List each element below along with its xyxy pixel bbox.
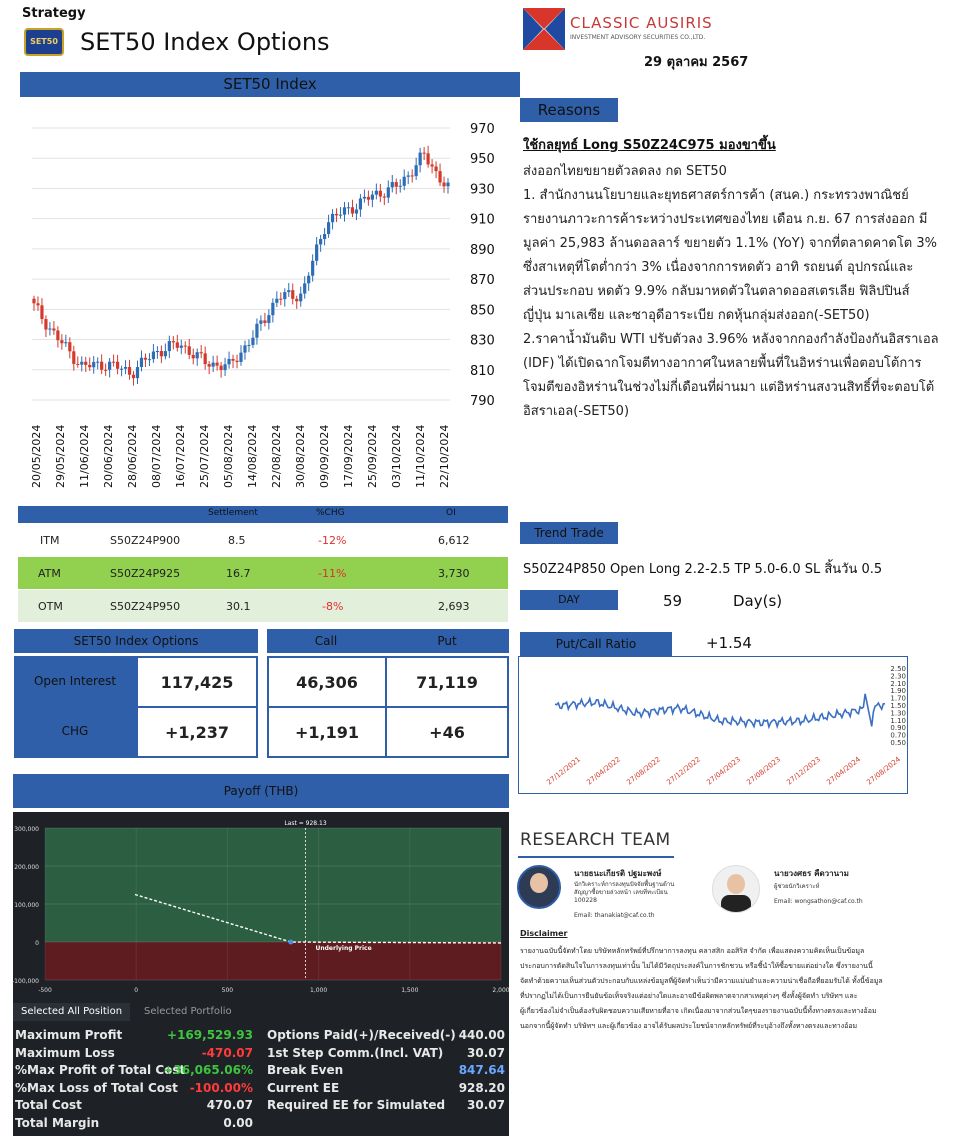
x-tick-label: 14/08/2024	[246, 424, 259, 488]
analyst2-avatar-face	[727, 874, 745, 894]
research-divider	[518, 856, 674, 858]
candle-body	[423, 153, 426, 154]
stat-label: Maximum Profit	[15, 1028, 123, 1042]
candle-body	[319, 239, 322, 244]
payoff-y-tick: 200,000	[14, 864, 39, 871]
index-chart	[20, 110, 515, 490]
candle-body	[156, 351, 159, 352]
trend-trade-text: S50Z24P850 Open Long 2.2-2.5 TP 5.0-6.0 SL สิ้นวัน 0.5	[523, 562, 883, 577]
y-tick-label: 890	[470, 242, 495, 258]
table-row	[18, 524, 508, 556]
candle-body	[391, 182, 394, 187]
candle-body	[271, 303, 274, 315]
candle-body	[359, 199, 362, 210]
index-chart-title: SET50 Index	[20, 72, 520, 97]
candle-body	[208, 364, 211, 367]
candle-body	[108, 362, 111, 370]
header-settlement: Settlement	[208, 508, 258, 518]
y-tick-label: 910	[470, 212, 495, 228]
trend-trade-label: Trend Trade	[520, 522, 618, 544]
candle-body	[315, 244, 318, 260]
candle-body	[415, 165, 418, 176]
candle-body	[403, 177, 406, 186]
header-chg: %CHG	[316, 508, 345, 518]
reason-line: ญี่ปุ่น มาเลเซีย และซาอุดีอาระเบีย กดหุ้นกลุ่มส่งออก(-SET50)	[523, 308, 870, 323]
candle-body	[430, 164, 433, 166]
x-tick-label: 09/09/2024	[318, 424, 331, 488]
chg-total-cell	[136, 706, 258, 758]
reason-line: ส่วนประกอบ หดตัว 9.9% กลับมาหดตัวในตลาดออสเตรเลีย ฟิลิปปินส์	[523, 284, 910, 299]
row-oi: 3,730	[438, 567, 470, 580]
x-tick-label: 25/09/2024	[366, 424, 379, 488]
stat-label: 1st Step Comm.(Incl. VAT)	[267, 1045, 444, 1060]
stat-value: 0.00	[223, 1116, 253, 1130]
pcr-x-tick: 27/12/2023	[785, 755, 823, 787]
stat-label: Total Cost	[15, 1098, 82, 1113]
disclaimer-line: ที่ปรากฏไม่ได้เป็นการยืนยันข้อเท็จจริงแต่อย่างใดและอาจมีข้อผิดพลาดจากสาเหตุต่างๆ ซึ่งทั้งผู้จัดทำ บริษัทฯ และ	[520, 992, 858, 1000]
candle-body	[124, 367, 127, 369]
candle-body	[442, 183, 445, 187]
candle-body	[283, 292, 286, 299]
pcr-series-line	[555, 694, 885, 727]
x-tick-label: 11/06/2024	[78, 424, 91, 488]
analyst1-avatar-face	[530, 873, 548, 893]
row-oi: 6,612	[438, 534, 470, 547]
reason-line: ส่งออกไทยขยายตัวลดลง กด SET50	[523, 164, 727, 179]
candle-body	[76, 364, 79, 365]
candle-body	[387, 187, 390, 197]
reason-line: อิสราเอล(-SET50)	[523, 404, 630, 419]
brand-subtitle: INVESTMENT ADVISORY SECURITIES CO.,LTD.	[570, 34, 706, 41]
y-tick-label: 810	[470, 363, 495, 379]
candle-body	[299, 294, 302, 302]
stat-value: 30.07	[467, 1098, 505, 1113]
candle-body	[36, 303, 39, 305]
candle-body	[140, 358, 143, 367]
row-series: S50Z24P950	[110, 600, 181, 613]
candle-body	[164, 351, 167, 356]
pcr-y-tick: 2.10	[890, 679, 906, 688]
payoff-title: Payoff (THB)	[223, 784, 299, 798]
y-tick-label: 850	[470, 303, 495, 319]
oi-put-cell	[385, 656, 509, 708]
reason-line: มูลค่า 25,983 ล้านดอลลาร์ ขยายตัว 1.1% (YoY) จากที่ตลาดคาดโต 3%	[523, 236, 938, 251]
candle-body	[56, 330, 59, 340]
x-tick-label: 20/06/2024	[102, 424, 115, 488]
candle-body	[112, 362, 115, 363]
summary-title: SET50 Index Options	[14, 629, 258, 653]
candle-body	[379, 191, 382, 197]
x-tick-label: 29/05/2024	[54, 424, 67, 488]
candle-body	[251, 338, 254, 345]
candle-body	[96, 362, 99, 363]
break-even-dot	[288, 940, 293, 945]
candle-body	[255, 324, 258, 338]
candle-body	[231, 359, 234, 361]
candle-body	[168, 341, 171, 351]
analyst1-avatar	[517, 865, 561, 909]
candle-body	[120, 369, 123, 370]
y-tick-label: 970	[470, 122, 495, 137]
candle-body	[367, 197, 370, 200]
stat-label: Options Paid(+)/Received(-)	[267, 1028, 456, 1042]
candle-body	[335, 214, 338, 215]
brand-logo-icon	[523, 8, 565, 50]
payoff-x-tick: 1,500	[401, 987, 419, 994]
pcr-y-tick: 0.50	[890, 739, 906, 747]
candle-body	[64, 342, 67, 343]
pcr-y-tick: 0.90	[890, 724, 906, 733]
disclaimer-line: ผู้เกี่ยวข้องไม่จำเป็นต้องรับผิดชอบความเสียหายที่อาจ เกิดเนื่องมาจากส่วนใดๆของรายงานฉบับนี้ทั้งทางตรงและทางอ้อม	[520, 1007, 877, 1015]
reason-line: โจมตีของอิหร่านในช่วงไม่กี่เดือนที่ผ่านมา แต่อิหร่านสงวนสิทธิ์ที่จะตอบโต้	[523, 380, 935, 395]
candle-body	[339, 215, 342, 216]
row-moneyness: ITM	[40, 534, 60, 547]
candle-body	[72, 351, 75, 364]
candle-body	[243, 345, 246, 352]
pcr-y-tick: 0.70	[890, 731, 906, 740]
row-oi: 2,693	[438, 600, 470, 613]
x-tick-label: 22/08/2024	[270, 424, 283, 488]
payoff-chart	[13, 812, 509, 1002]
candle-body	[132, 375, 135, 378]
payoff-x-tick: 0	[134, 987, 139, 994]
stat-value: +169,529.93	[167, 1028, 253, 1042]
y-tick-label: 950	[470, 152, 495, 168]
set50-logo	[24, 28, 64, 56]
stat-label: Break Even	[267, 1063, 344, 1078]
x-tick-label: 20/05/2024	[30, 424, 43, 488]
payoff-y-tick: -100,000	[13, 978, 39, 985]
pcr-x-tick: 27/08/2022	[625, 755, 663, 787]
candle-body	[239, 353, 242, 362]
row-series: S50Z24P925	[110, 567, 181, 580]
candle-body	[419, 153, 422, 166]
stat-label: Total Margin	[15, 1116, 100, 1130]
candle-body	[383, 197, 386, 198]
candle-body	[204, 353, 207, 364]
payoff-y-tick: 100,000	[14, 902, 39, 909]
candle-body	[434, 166, 437, 171]
pcr-y-tick: 2.30	[890, 672, 906, 681]
stat-label: Current EE	[267, 1080, 340, 1095]
brand-logo	[523, 8, 565, 50]
candle-body	[311, 261, 314, 276]
candle-body	[295, 299, 298, 301]
analyst2-avatar	[712, 865, 760, 913]
analyst2-name: นายวงศธร คืดวานาม	[774, 869, 849, 878]
x-tick-label: 05/08/2024	[222, 424, 235, 488]
y-tick-label: 790	[470, 394, 495, 409]
candle-body	[184, 346, 187, 347]
analyst1-name: นายธนะเกียรติ ปฐมะพงษ์	[574, 869, 662, 878]
x-tick-label: 03/10/2024	[390, 424, 403, 488]
y-tick-label: 930	[470, 182, 495, 198]
row-settlement: 16.7	[226, 567, 251, 580]
candle-body	[148, 359, 151, 360]
pcr-x-tick: 27/04/2023	[705, 755, 743, 787]
table-row	[18, 557, 508, 589]
stat-value: +36,065.06%	[163, 1063, 253, 1078]
payoff-x-tick: 2,000	[492, 987, 509, 994]
candle-body	[407, 175, 410, 176]
day-value: 59	[663, 592, 683, 610]
pcr-chart	[519, 657, 907, 793]
candle-body	[259, 320, 262, 323]
analyst2-email: Email: wongsathon@caf.co.th	[774, 898, 863, 905]
candle-body	[427, 153, 430, 164]
oi-total-cell	[136, 656, 258, 708]
research-team-heading: RESEARCH TEAM	[520, 830, 671, 850]
candle-body	[347, 207, 350, 208]
header-oi: OI	[446, 508, 456, 518]
chg-label-cell	[14, 706, 136, 758]
candle-body	[343, 207, 346, 214]
pcr-y-tick: 1.70	[890, 694, 906, 703]
x-tick-label: 16/07/2024	[174, 424, 187, 488]
chg-call-cell	[267, 706, 387, 758]
analyst2-role: ผู้ช่วยนักวิเคราะห์	[774, 883, 820, 890]
candle-body	[371, 195, 374, 200]
pcr-x-tick: 27/12/2022	[665, 755, 703, 787]
row-moneyness: ATM	[38, 567, 61, 580]
candle-body	[172, 341, 175, 342]
row-chg: -12%	[318, 534, 347, 547]
disclaimer-title: Disclaimer	[520, 929, 568, 938]
candle-body	[291, 290, 294, 299]
payoff-y-tick: 0	[35, 940, 39, 947]
disclaimer-line: ประกอบการตัดสินใจในการลงทุนเท่านั้น ไม่ได้มีวัตถุประสงค์ในการชักชวน หรือชี้นำให้ซื้อขายแต่อย่างใด ซึ่งรายงานนี้	[520, 962, 873, 970]
stat-value: 30.07	[467, 1045, 505, 1060]
pcr-y-tick: 1.50	[890, 702, 906, 710]
x-tick-label: 11/10/2024	[414, 424, 427, 488]
chg-label: CHG	[61, 724, 89, 738]
x-tick-label: 22/10/2024	[438, 424, 451, 488]
candle-body	[200, 352, 203, 353]
pcr-y-tick: 1.10	[890, 716, 906, 725]
reason-line: ซึ่งสาเหตุที่โตต่ำกว่า 3% เนื่องจากการหดตัว อาทิ รถยนต์ อุปกรณ์และ	[523, 260, 914, 275]
candle-body	[144, 358, 147, 360]
reason-line: 2.ราคาน้ำมันดิบ WTI ปรับตัวลง 3.96% หลังจากกองกำลังป้องกันอิสราเอล	[523, 332, 939, 347]
stat-value: -470.07	[201, 1045, 253, 1060]
candle-body	[395, 182, 398, 187]
candle-body	[176, 342, 179, 347]
payoff-x-tick: -500	[38, 987, 52, 994]
pcr-x-tick: 27/12/2021	[545, 755, 583, 787]
call-header: Call	[267, 629, 385, 653]
candle-body	[307, 276, 310, 284]
chg-call: +1,191	[294, 722, 359, 742]
candle-body	[275, 299, 278, 303]
payoff-y-tick: 300,000	[14, 826, 39, 833]
row-chg: -8%	[322, 600, 344, 613]
chg-total: +1,237	[164, 722, 229, 742]
candle-body	[136, 367, 139, 378]
candle-body	[399, 186, 402, 187]
day-unit: Day(s)	[733, 592, 783, 610]
loss-zone	[45, 942, 501, 980]
candle-body	[223, 364, 226, 370]
oi-put: 71,119	[416, 672, 478, 692]
x-tick-label: 28/06/2024	[126, 424, 139, 488]
day-label: DAY	[520, 590, 618, 610]
set50-logo-text: SET50	[30, 37, 58, 46]
pcr-chart-frame	[518, 656, 908, 794]
payoff-x-tick: 1,000	[310, 987, 328, 994]
tab-selected-all-position[interactable]: Selected All Position	[13, 1003, 130, 1021]
candle-body	[363, 197, 366, 199]
underlying-price-label: Underlying Price	[315, 945, 372, 952]
stat-value: 440.00	[458, 1028, 505, 1042]
candle-body	[104, 370, 107, 371]
candle-body	[375, 191, 378, 195]
disclaimer-line: จัดทำด้วยความเห็นส่วนตัวประกอบกับแหล่งข้อมูลที่ผู้จัดทำเห็นว่ามีความแม่นยำและความน่าเชื่อถือที่ยอมรับได้ ทั้งนี้ข้อมูล	[520, 977, 883, 985]
candle-body	[180, 346, 183, 348]
oi-label: Open Interest	[33, 674, 117, 688]
candle-body	[160, 351, 163, 356]
analyst1-email: Email: thanakiat@caf.co.th	[574, 912, 655, 919]
category-label: Strategy	[22, 6, 86, 21]
candle-body	[279, 299, 282, 300]
candle-body	[128, 367, 131, 375]
pcr-x-tick: 27/08/2024	[865, 755, 903, 787]
candle-body	[219, 366, 222, 370]
candle-body	[84, 362, 87, 365]
candle-body	[32, 299, 35, 304]
analyst2-avatar-body	[721, 895, 751, 913]
oi-label-cell	[14, 656, 136, 706]
oi-total: 117,425	[160, 672, 234, 692]
pcr-x-tick: 27/04/2024	[825, 755, 863, 787]
chg-put: +46	[429, 722, 465, 742]
x-tick-label: 25/07/2024	[198, 424, 211, 488]
x-tick-label: 30/08/2024	[294, 424, 307, 488]
candle-body	[80, 362, 83, 365]
candle-body	[88, 365, 91, 367]
y-tick-label: 870	[470, 273, 495, 289]
reason-line: 1. สำนักงานนโยบายและยุทธศาสตร์การค้า (สนค.) กระทรวงพาณิชย์	[523, 188, 909, 203]
candle-body	[192, 355, 195, 358]
candle-body	[351, 207, 354, 213]
candle-body	[287, 290, 290, 292]
pcr-y-tick: 1.30	[890, 709, 906, 718]
stat-label: Required EE for Simulated	[267, 1098, 446, 1113]
disclaimer-line: รายงานฉบับนี้จัดทำโดย บริษัทหลักทรัพย์ที่ปรึกษาการลงทุน คลาสสิก ออสิริส จำกัด เพื่อแสดงความคิดเห็นเป็นข้อมูล	[520, 947, 865, 955]
candle-body	[116, 362, 119, 369]
pcr-label: Put/Call Ratio	[520, 632, 672, 656]
put-header: Put	[385, 629, 509, 653]
x-tick-label: 17/09/2024	[342, 424, 355, 488]
pcr-x-tick: 27/04/2022	[585, 755, 623, 787]
brand-name: CLASSIC AUSIRIS	[570, 14, 713, 32]
payoff-x-tick: 500	[221, 987, 234, 994]
candle-body	[327, 222, 330, 234]
stat-label: Maximum Loss	[15, 1045, 115, 1060]
candle-body	[188, 346, 191, 355]
candle-body	[438, 171, 441, 182]
pcr-y-tick: 1.90	[890, 687, 906, 696]
tab-selected-portfolio[interactable]: Selected Portfolio	[144, 1006, 232, 1017]
pcr-x-tick: 27/08/2023	[745, 755, 783, 787]
candle-body	[303, 283, 306, 293]
candle-body	[60, 340, 63, 343]
oi-call-cell	[267, 656, 387, 708]
reason-line: รายงานภาวะการค้าระหว่างประเทศของไทย เดือน ก.ย. 67 การส่งออก มี	[523, 212, 928, 227]
report-date: 29 ตุลาคม 2567	[644, 55, 749, 70]
y-tick-label: 830	[470, 333, 495, 349]
candle-body	[40, 305, 43, 319]
candle-body	[247, 345, 250, 346]
profit-zone	[45, 828, 501, 942]
stat-label: %Max Profit of Total Cost	[15, 1063, 186, 1078]
reasons-heading: Reasons	[520, 98, 618, 122]
candle-body	[196, 352, 199, 358]
row-chg: -11%	[318, 567, 347, 580]
candle-body	[331, 214, 334, 222]
last-price-label: Last = 928.13	[284, 820, 327, 827]
candle-body	[235, 361, 238, 362]
row-settlement: 30.1	[226, 600, 251, 613]
stat-value: 470.07	[206, 1098, 253, 1113]
payoff-title-bar	[13, 774, 509, 808]
options-table-header	[18, 506, 508, 523]
candle-body	[212, 363, 215, 367]
candle-body	[411, 175, 414, 176]
candle-body	[267, 315, 270, 323]
candle-body	[355, 210, 358, 214]
stat-label: %Max Loss of Total Cost	[15, 1080, 178, 1095]
row-series: S50Z24P900	[110, 534, 181, 547]
pcr-value: +1.54	[706, 634, 752, 652]
stat-value: -100.00%	[189, 1080, 253, 1095]
x-tick-label: 08/07/2024	[150, 424, 163, 488]
row-moneyness: OTM	[38, 600, 63, 613]
candle-body	[152, 352, 155, 360]
oi-call: 46,306	[296, 672, 358, 692]
analyst1-role: นักวิเคราะห์การลงทุนปัจจัยพื้นฐานด้านสัญญาซื้อขายล่วงหน้า เลขที่ทะเบียน 100228	[574, 881, 675, 904]
row-settlement: 8.5	[228, 534, 246, 547]
candle-body	[216, 363, 219, 366]
candle-body	[92, 362, 95, 367]
candle-body	[52, 329, 55, 331]
disclaimer-line: นอกจากนี้ผู้จัดทำ บริษัทฯ และผู้เกี่ยวข้อง อาจได้รับผลประโยชน์จากหลักทรัพย์ที่ระบุอ้างถึงทั้งทางตรงและทางอ้อม	[520, 1022, 858, 1030]
table-row	[18, 590, 508, 622]
reasons-body	[523, 160, 963, 424]
reason-line: (IDF) ได้เปิดฉากโจมตีทางอากาศในหลายพื้นที่ในอิหร่านเพื่อตอบโต้การ	[523, 356, 922, 371]
candle-body	[44, 319, 47, 330]
candle-body	[227, 359, 230, 364]
page-title: SET50 Index Options	[80, 28, 330, 56]
candle-body	[446, 183, 449, 187]
pcr-y-tick: 2.50	[890, 665, 906, 673]
candle-body	[323, 234, 326, 239]
candle-body	[48, 329, 51, 330]
disclaimer-body	[520, 944, 960, 1034]
chg-put-cell	[385, 706, 509, 758]
stat-value: 847.64	[458, 1063, 505, 1078]
candle-body	[263, 320, 266, 323]
candle-body	[100, 362, 103, 370]
candle-body	[68, 342, 71, 351]
stat-value: 928.20	[458, 1080, 505, 1095]
strategy-headline: ใช้กลยุทธ์ Long S50Z24C975 มองขาขึ้น	[523, 138, 776, 153]
